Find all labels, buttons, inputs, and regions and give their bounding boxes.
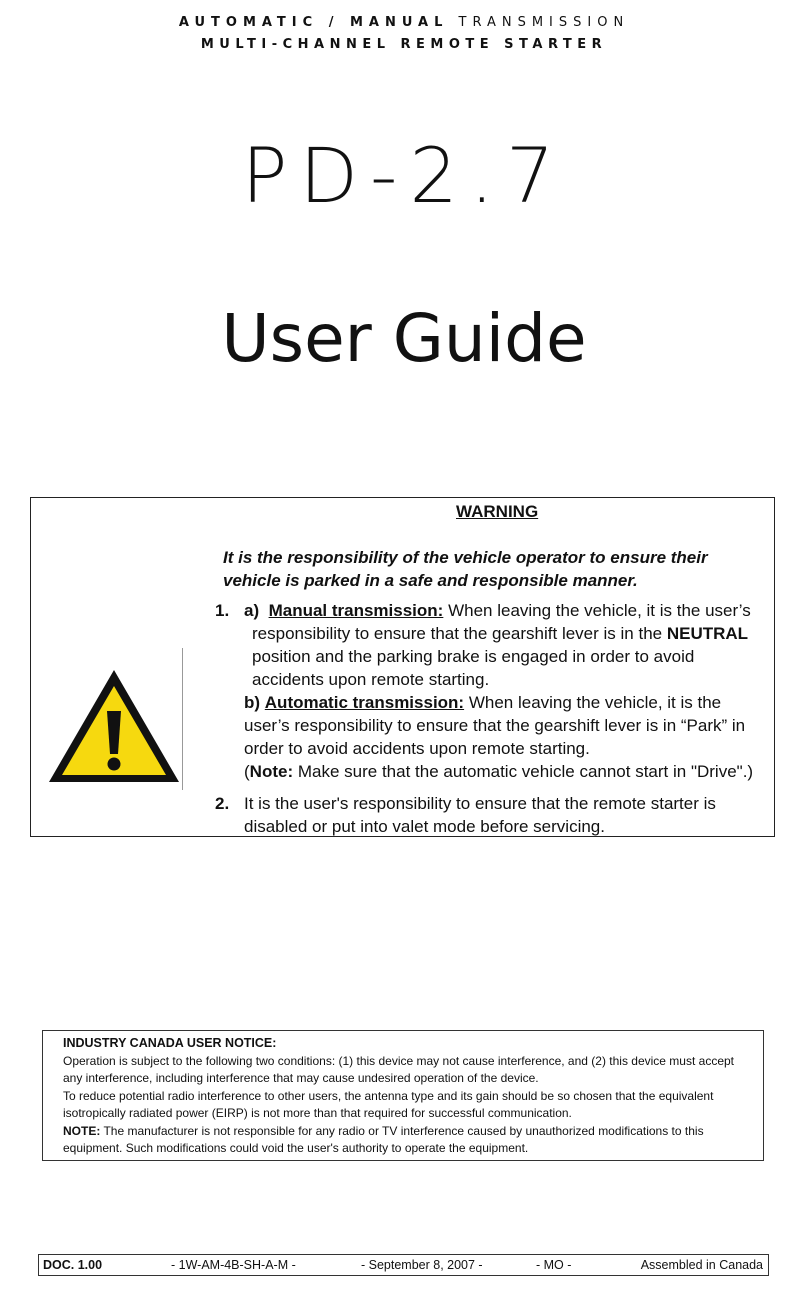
item-1a-text-2: position and the parking brake is engaged in order to avoid accidents upon remote starting.	[252, 647, 695, 689]
industry-canada-p1: Operation is subject to the following two conditions: (1) this device may not cause interference, and (2) this device must accept any interference, including interference that may cause undesired operation of the device.	[63, 1053, 735, 1085]
industry-canada-p2: To reduce potential radio interference to other users, the antenna type and its gain should be so chosen that the equivalent isotropically radiated power (EIRP) is not more than that required for successful communication.	[63, 1088, 714, 1120]
warning-list	[215, 599, 765, 838]
note-open: (	[244, 762, 250, 781]
footer-mo: - MO -	[536, 1258, 572, 1272]
warning-exclamation-dot	[108, 758, 121, 771]
note-text: Make sure that the automatic vehicle cannot start in "Drive".)	[297, 762, 754, 781]
footer-date: - September 8, 2007 -	[361, 1258, 483, 1272]
warning-item-1-number: 1.	[215, 601, 230, 620]
warning-item-2	[215, 792, 765, 838]
item-1a-neutral: NEUTRAL	[666, 624, 749, 643]
warning-lead: It is the responsibility of the vehicle operator to ensure their vehicle is parked in a safe and responsible manner.	[223, 548, 708, 590]
warning-item-1	[215, 599, 765, 783]
item-1b-text: When leaving the vehicle, it is the user’s responsibility to ensure that the gearshift lever is in “Park” in order to avoid accidents upon remote starting.	[244, 693, 746, 758]
item-1a-heading: Manual transmission:	[268, 601, 444, 620]
item-1b-heading: Automatic transmission:	[264, 693, 465, 712]
footer-doc: DOC. 1.00	[43, 1258, 103, 1272]
warning-title: WARNING	[456, 502, 539, 521]
warning-item-2-number: 2.	[215, 794, 230, 813]
industry-canada-note-text: The manufacturer is not responsible for any radio or TV interference caused by unauthorized modifications to this equipment. Such modifications could void the user's authority to operate the equipment.	[63, 1123, 704, 1155]
warning-item-1-note	[244, 760, 765, 783]
item-1b-label: b)	[244, 693, 261, 712]
header-line-1-light: TRANSMISSION	[458, 15, 630, 30]
warning-item-1a	[244, 599, 765, 691]
item-1a-text-1: When leaving the vehicle, it is the user’s responsibility to ensure that the gearshift lever is in the	[252, 601, 751, 643]
warning-triangle-icon	[45, 666, 183, 786]
model-title: PD-2.7	[241, 131, 567, 220]
header-line-1-bold: AUTOMATIC / MANUAL	[178, 15, 449, 30]
warning-box	[30, 497, 775, 837]
industry-canada-note-label: NOTE:	[63, 1123, 101, 1138]
header-line-2: MULTI-CHANNEL REMOTE STARTER	[200, 37, 608, 52]
industry-canada-title: INDUSTRY CANADA USER NOTICE:	[63, 1036, 277, 1050]
document-footer	[38, 1254, 769, 1276]
header-line-1	[0, 15, 808, 30]
guide-title: User Guide	[221, 300, 587, 377]
warning-item-1b	[244, 691, 765, 760]
item-1a-label: a)	[244, 601, 260, 620]
warning-item-2-text: It is the user's responsibility to ensure that the remote starter is disabled or put into valet mode before servicing.	[244, 794, 716, 836]
footer-code: - 1W-AM-4B-SH-A-M -	[171, 1258, 296, 1272]
industry-canada-note	[63, 1123, 743, 1158]
note-label: Note:	[249, 762, 294, 781]
icon-divider	[182, 648, 183, 790]
footer-assembled: Assembled in Canada	[640, 1258, 763, 1272]
industry-canada-notice	[42, 1030, 764, 1161]
